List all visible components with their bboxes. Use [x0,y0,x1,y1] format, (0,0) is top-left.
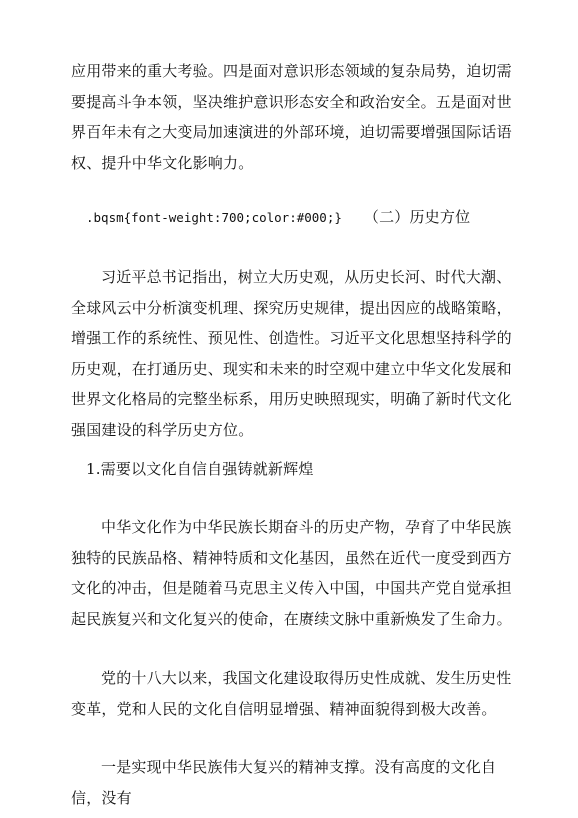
section-heading-historical-position [86,202,532,234]
paragraph-ideology-challenges: 应用带来的重大考验。四是面对意识形态领域的复杂局势，迫切需要提高斗争本领，坚决维护意识形态安全和政治安全。五是面对世界百年未有之大变局加速演进的外部环境，迫切需要增强国际话语权、提升中华文化影响力。 [71,62,512,172]
paragraph-spiritual-support: 一是实现中华民族伟大复兴的精神支撑。没有高度的文化自信，没有 [71,758,497,807]
paragraph-18th-congress: 党的十八大以来，我国文化建设取得历史性成就、发生历史性变革，党和人民的文化自信明显增强、精神面貌得到极大改善。 [71,669,512,718]
paragraph-historical-view: 习近平总书记指出，树立大历史观，从历史长河、时代大潮、全球风云中分析演变机理、探究历史规律，提出因应的战略策略，增强工作的系统性、预见性、创造性。习近平文化思想坚持科学的历史观，在打通历史、现实和未来的时空观中建立中华文化发展和世界文化格局的完整坐标系，用历史映照现实，明确了新时代文化强国建设的科学历史方位。 [71,268,512,439]
stray-css-text: .bqsm{font-weight:700;color:#000;} [86,210,342,225]
paragraph-chinese-culture: 中华文化作为中华民族长期奋斗的历史产物，孕育了中华民族独特的民族品格、精神特质和文化基因，虽然在近代一度受到西方文化的冲击，但是随着马克思主义传入中国，中国共产党自觉承担起民族复兴和文化复兴的使命，在赓续文脉中重新焕发了生命力。 [71,518,512,628]
section-title: （二）历史方位 [363,208,471,226]
subheading-cultural-confidence: 1.需要以文化自信自强铸就新辉煌 [86,460,314,478]
